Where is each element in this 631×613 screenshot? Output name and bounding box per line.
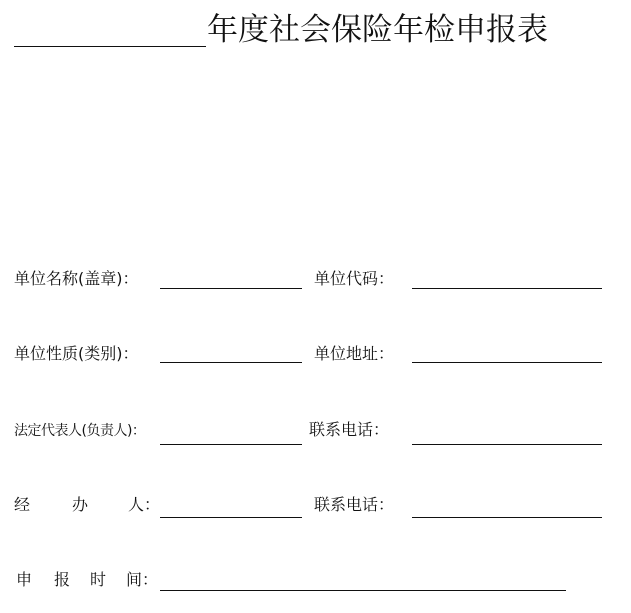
report-time-char-3: 时 bbox=[90, 570, 107, 589]
handler-label-char-2: 办 bbox=[72, 495, 89, 514]
year-fill-line[interactable] bbox=[14, 46, 206, 47]
page-title: 年度社会保险年检申报表 bbox=[207, 12, 548, 48]
contact-phone-label-1: 联系电话： bbox=[309, 420, 390, 439]
report-time-char-4: 间： bbox=[126, 570, 159, 589]
handler-field[interactable] bbox=[160, 517, 302, 518]
report-time-char-2: 报 bbox=[54, 570, 71, 589]
legal-rep-label: 法定代表人(负责人)： bbox=[14, 423, 146, 439]
legal-rep-field[interactable] bbox=[160, 444, 302, 445]
unit-address-field[interactable] bbox=[412, 362, 602, 363]
contact-phone-field-2[interactable] bbox=[412, 517, 602, 518]
unit-name-label: 单位名称(盖章)： bbox=[14, 269, 139, 288]
unit-type-field[interactable] bbox=[160, 362, 302, 363]
unit-address-label: 单位地址： bbox=[314, 344, 395, 363]
handler-label-char-3: 人： bbox=[128, 495, 161, 514]
unit-code-label: 单位代码： bbox=[314, 269, 395, 288]
handler-label-char-1: 经 bbox=[14, 495, 31, 514]
unit-name-field[interactable] bbox=[160, 288, 302, 289]
unit-code-field[interactable] bbox=[412, 288, 602, 289]
report-time-char-1: 申 bbox=[16, 570, 33, 589]
contact-phone-label-2: 联系电话： bbox=[314, 495, 395, 514]
unit-type-label: 单位性质(类别)： bbox=[14, 344, 139, 363]
contact-phone-field-1[interactable] bbox=[412, 444, 602, 445]
report-time-field[interactable] bbox=[160, 590, 566, 591]
